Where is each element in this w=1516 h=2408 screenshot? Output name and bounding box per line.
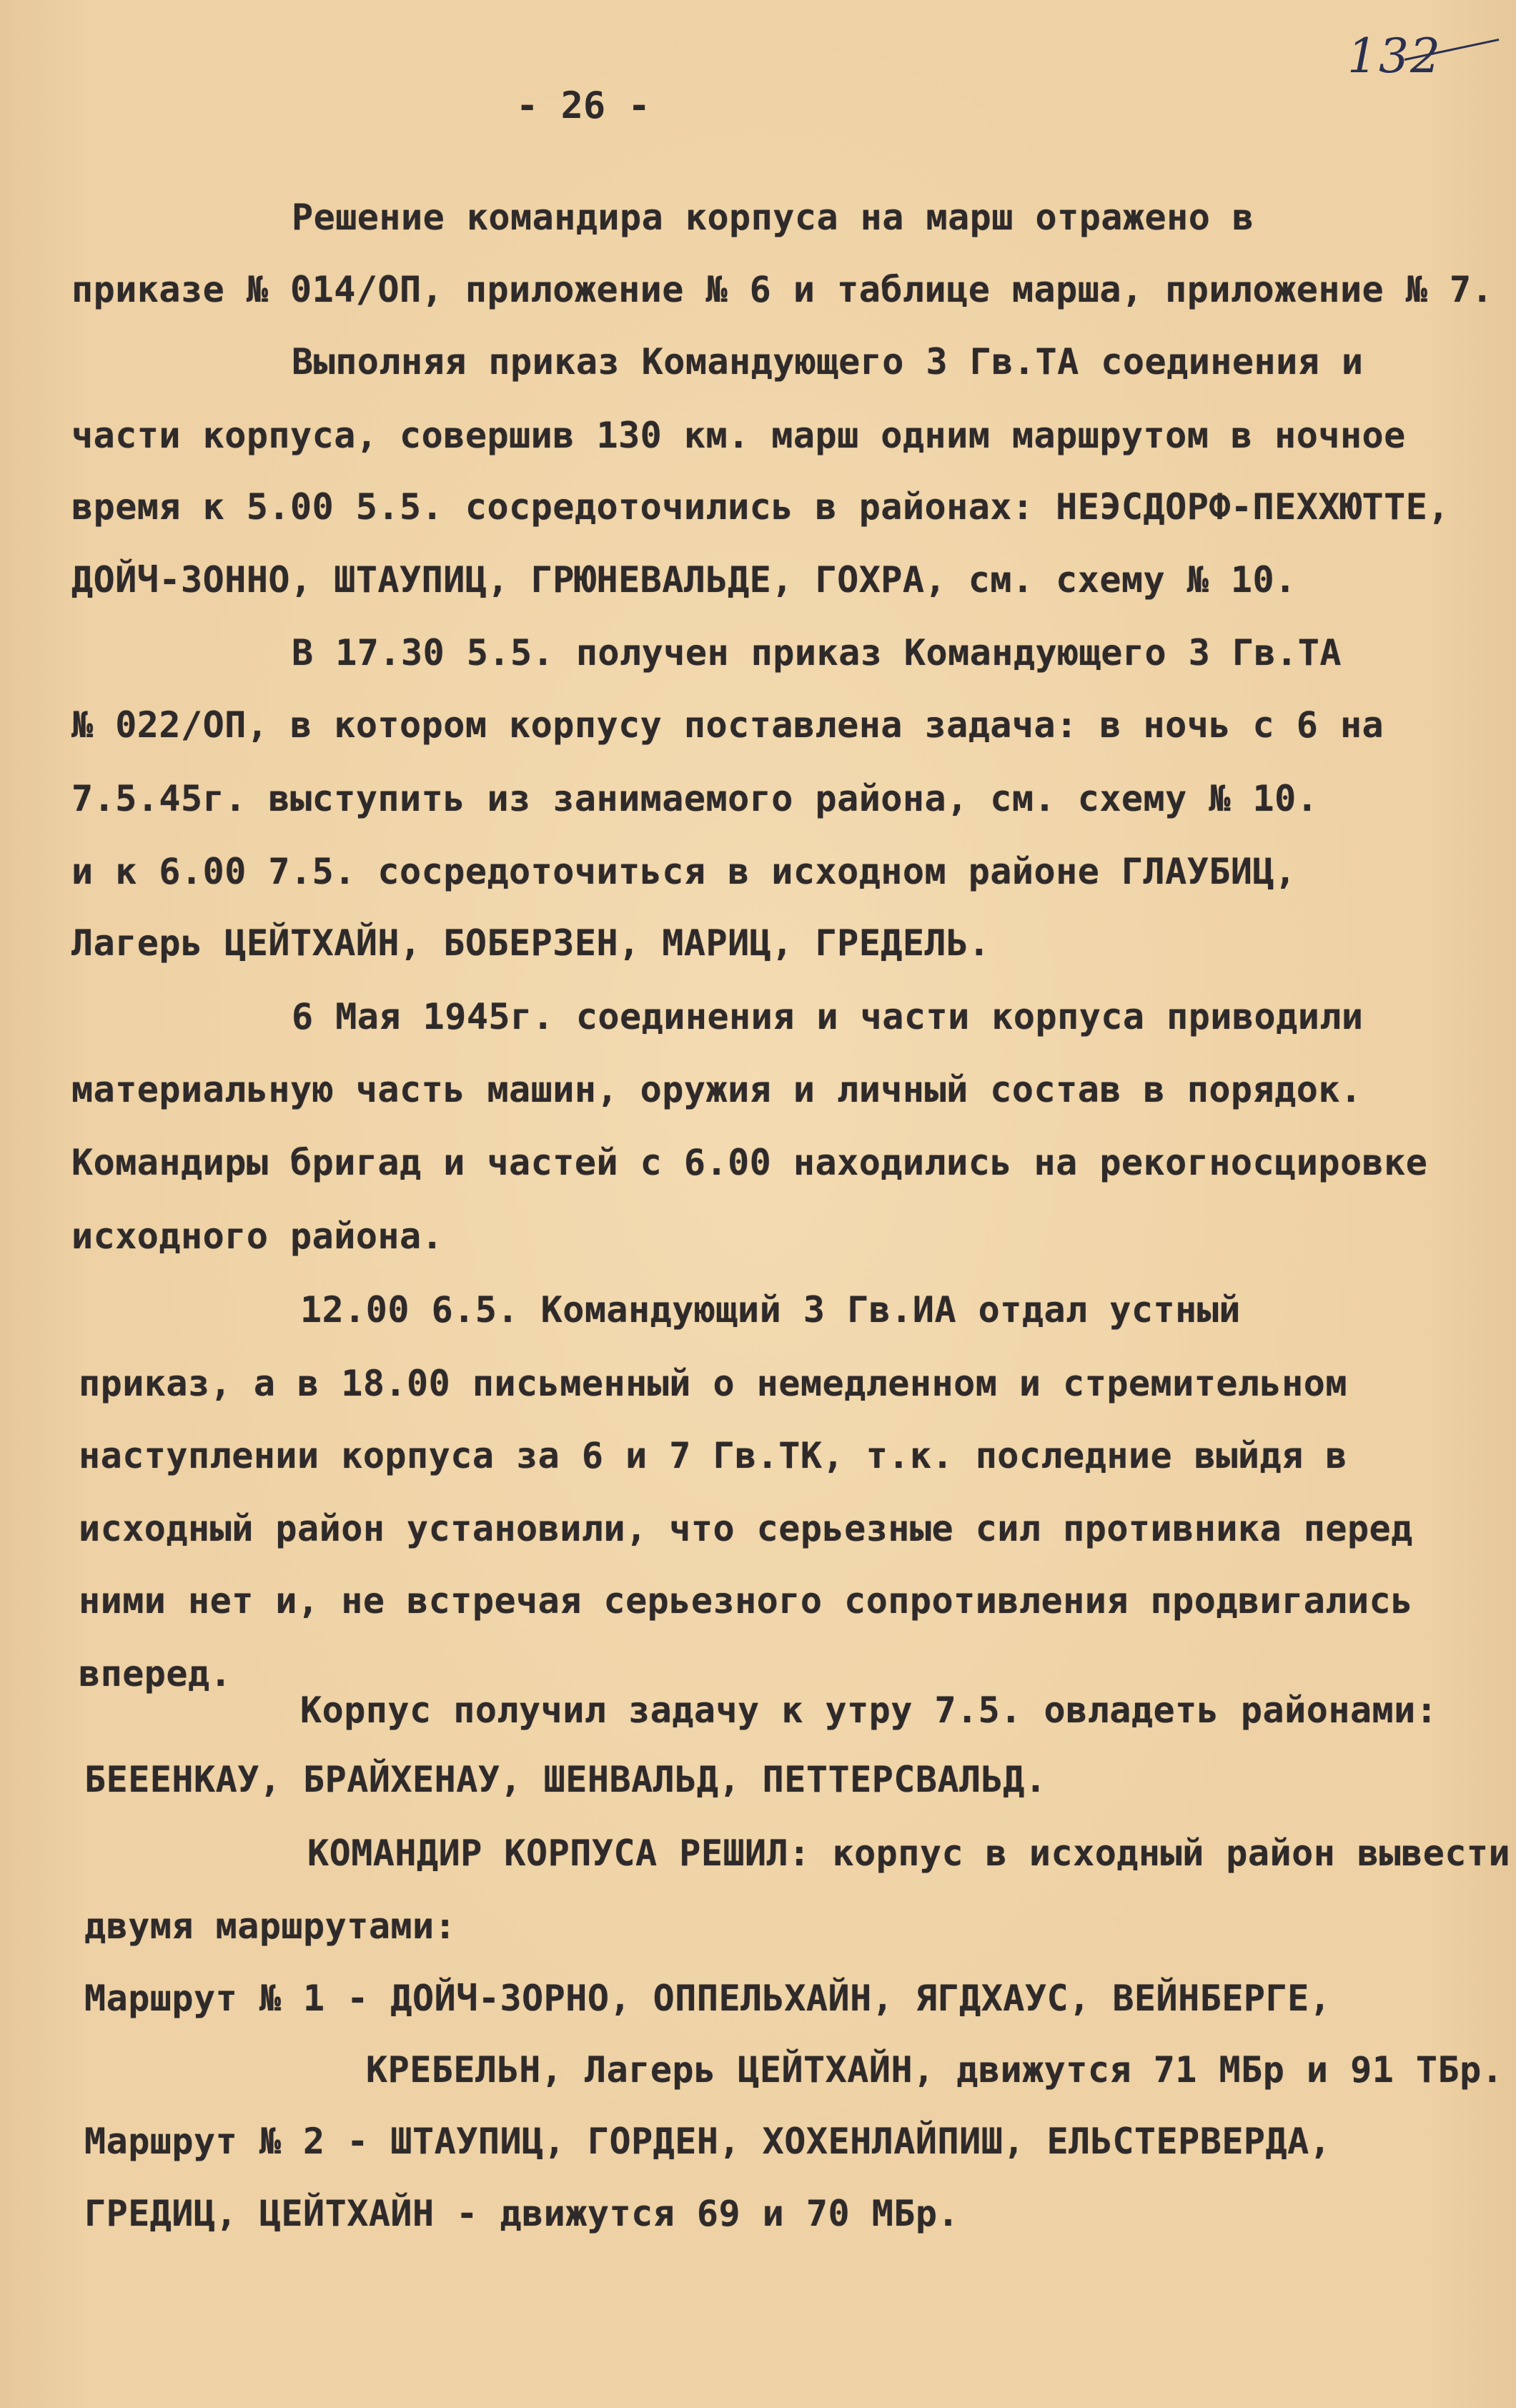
- text-line: КРЕБЕЛЬН, Лагерь ЦЕЙТХАЙН, движутся 71 МБр и 91 ТБр.: [366, 2049, 1504, 2091]
- text-line: ними нет и, не встречая серьезного сопротивления продвигались: [79, 1580, 1413, 1622]
- text-line: В 17.30 5.5. получен приказ Командующего 3 Гв.ТА: [292, 632, 1342, 673]
- text-line: приказ, а в 18.00 письменный о немедленном и стремительном: [79, 1363, 1347, 1404]
- text-line: Корпус получил задачу к утру 7.5. овладеть районами:: [300, 1689, 1438, 1731]
- text-line: № 022/ОП, в котором корпусу поставлена задача: в ночь с 6 на: [71, 704, 1384, 746]
- text-line: Командиры бригад и частей с 6.00 находились на рекогносцировке: [71, 1142, 1428, 1183]
- text-line: 7.5.45г. выступить из занимаемого района, см. схему № 10.: [71, 778, 1319, 819]
- text-line: исходного района.: [71, 1215, 444, 1257]
- text-line: приказе № 014/ОП, приложение № 6 и таблице марша, приложение № 7.: [71, 269, 1494, 310]
- text-line: Маршрут № 1 - ДОЙЧ-ЗОРНО, ОППЕЛЬХАЙН, ЯГДХАУС, ВЕЙНБЕРГЕ,: [84, 1978, 1332, 2019]
- text-line: двумя маршрутами:: [84, 1905, 457, 1947]
- text-line: 12.00 6.5. Командующий 3 Гв.ИА отдал устный: [300, 1289, 1241, 1331]
- page-number: - 26 -: [516, 84, 650, 127]
- text-line: Лагерь ЦЕЙТХАЙН, БОБЕРЗЕН, МАРИЦ, ГРЕДЕЛЬ.: [71, 922, 991, 964]
- text-line: наступлении корпуса за 6 и 7 Гв.ТК, т.к. последние выйдя в: [79, 1435, 1347, 1476]
- text-line: ГРЕДИЦ, ЦЕЙТХАЙН - движутся 69 и 70 МБр.: [84, 2193, 960, 2234]
- text-line: 6 Мая 1945г. соединения и части корпуса приводили: [292, 996, 1364, 1037]
- text-line: ДОЙЧ-ЗОННО, ШТАУПИЦ, ГРЮНЕВАЛЬДЕ, ГОХРА, см. схему № 10.: [71, 559, 1297, 601]
- text-line: Решение командира корпуса на марш отражено в: [292, 197, 1254, 238]
- text-line: Выполняя приказ Командующего 3 Гв.ТА соединения и: [292, 341, 1364, 383]
- text-line: вперед.: [79, 1653, 232, 1694]
- text-line: время к 5.00 5.5. сосредоточились в районах: НЕЭСДОРФ-ПЕХХЮТТЕ,: [71, 486, 1450, 528]
- text-line: материальную часть машин, оружия и личный состав в порядок.: [71, 1069, 1362, 1110]
- archive-sheet-number: 132: [1347, 29, 1442, 84]
- text-line: БЕЕЕНКАУ, БРАЙХЕНАУ, ШЕНВАЛЬД, ПЕТТЕРСВАЛЬД.: [84, 1759, 1047, 1800]
- text-line: Маршрут № 2 - ШТАУПИЦ, ГОРДЕН, ХОХЕНЛАЙПИШ, ЕЛЬСТЕРВЕРДА,: [84, 2121, 1332, 2162]
- text-line: и к 6.00 7.5. сосредоточиться в исходном районе ГЛАУБИЦ,: [71, 851, 1297, 892]
- text-line: исходный район установили, что серьезные сил противника перед: [79, 1508, 1413, 1549]
- text-line: части корпуса, совершив 130 км. марш одним маршрутом в ночное: [71, 415, 1406, 456]
- text-line: КОМАНДИР КОРПУСА РЕШИЛ: корпус в исходный район вывести: [307, 1832, 1511, 1874]
